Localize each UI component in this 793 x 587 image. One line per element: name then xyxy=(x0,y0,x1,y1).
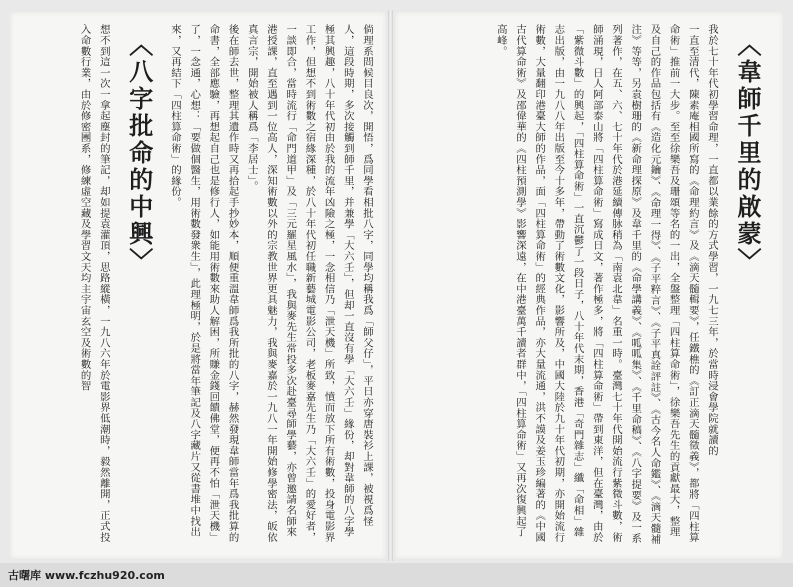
left-page-paragraph-2: 後在師去世，整理其遺作時又再拾起手抄妙本，順便重溫韋師爲我所批的八字，赫然發現韋師當年爲我批算的命書，全部應驗，再想起自己也是修行人，如能用術數來助人解困，所賺金錢回饋佛堂，便再不怕「泄天機」了，一念通，心想：「要做個醫生，用術數發衆生」，此理極明，於是將當年筆記及八字藏片又從書堆中找出來，又再結下「四柱算命術」的緣份。 xyxy=(168,24,239,543)
left-page-paragraph-3: 想不到這一次一拿起塵封的筆記，却如提袁灌頂，思路縱橫，一九八六年於電影界低潮時，毅然離開，正式投入命數行業，由於修密團系，修練虛空藏及學習文天均主宇宙玄空及術數的智 xyxy=(78,24,110,543)
right-page-text xyxy=(405,24,773,545)
right-page-paragraph-1: 我於七十年代初學習命理，一直都以業餘的方式學習，一九七三年，於當時浸會學院就讀的 xyxy=(706,24,718,456)
book-gutter xyxy=(388,10,393,561)
left-page-heading: 〈八字批命的中興〉 xyxy=(124,32,154,275)
right-page xyxy=(395,12,783,559)
left-page xyxy=(10,12,386,559)
left-page-paragraph-1: 倘理系問候目良次，開悟，爲同學看相批八字，同學均稱我爲「師父仔」，平日亦穿唐裝衫上課，被視爲怪人，這段時期，多次接觸到師千里，并兼學「大六壬」，但却一直沒有學「大六壬」緣份，却對韋師的八字學極其興趣，八十年代初由於我的流年凶險之極，一念相信乃「泄天機」所致，憤而放下所有術數，投身電影界工作，但想不到術數之宿緣深種，於八十年代初任職新藝城電影公司，老板麥嘉先生乃「大六壬」的愛好者，一談即合，當時流行「命門道甲」及「三元羅星風水」，我與麥先生常投多次赴臺尋師學藝，亦曾邀請名師來港授課，直至遇到一位高人，深知術數以外的宗教世界更具魅力，我與麥嘉於一九八一年開始修學密法，皈依真言宗，開始被人稱爲「李居士」。 xyxy=(245,24,373,543)
right-page-heading: 〈韋師千里的啟蒙〉 xyxy=(733,32,762,275)
left-page-text xyxy=(20,24,376,545)
right-page-paragraph-2: 一直至清代，陳素庵相國所寫的《命理約言》及《滴天髓輯要》，任鐵樵的《訂正滴天髓徵義》，都將「四柱算命術」推前一大步。至至徐樂吾及珊頌等名的一出，全盤整理「四柱算命術」，徐樂吾先生的貢獻最大，整理及自己的作品包括有《造化元鑰》、《命理一得》、《子平粹言》、《子平真詮評註》、《古今名人命鑑》、《滴天髓補注》等等，另袁樹珊的《新命理探原》及韋千里的《命學講義》、《呱呱集》、《千里命稿》、《八字提要》及一系列著作，在五、六、七十年代於港延續傳脉稍為「南袁北韋」名重一時。臺灣七十年代開始流行紫微斗數，術師涌現，日人阿部泰山將「四柱算命術」寫成日文，著作極多，將「四柱算命術」帶到東洋，但在臺灣，由於「紫微斗數」的興起，「四柱算命術」一直沉鬱了一段日子，八十年代末期，香港「奇門雜志」纖「命相」雜志出版，由一九八八年出版至今十多年，帶動了術數文化，影響所及，中國大陸於九十年代初期，亦開始流行術數，大量翻印港臺大師的作品，面「四柱算命術」的經典作品，亦大量流通，洪不謨及姜玉珍編著的《中國古代算命術》及邵偉華的《四柱預測學》影響深遠，在中港臺萬千讀者群中，「四柱算命術」又再次復興起了高峰。 xyxy=(494,24,699,545)
watermark-bar xyxy=(0,563,793,587)
site-watermark[interactable]: 古曙库 www.fczhu920.com xyxy=(8,569,165,582)
